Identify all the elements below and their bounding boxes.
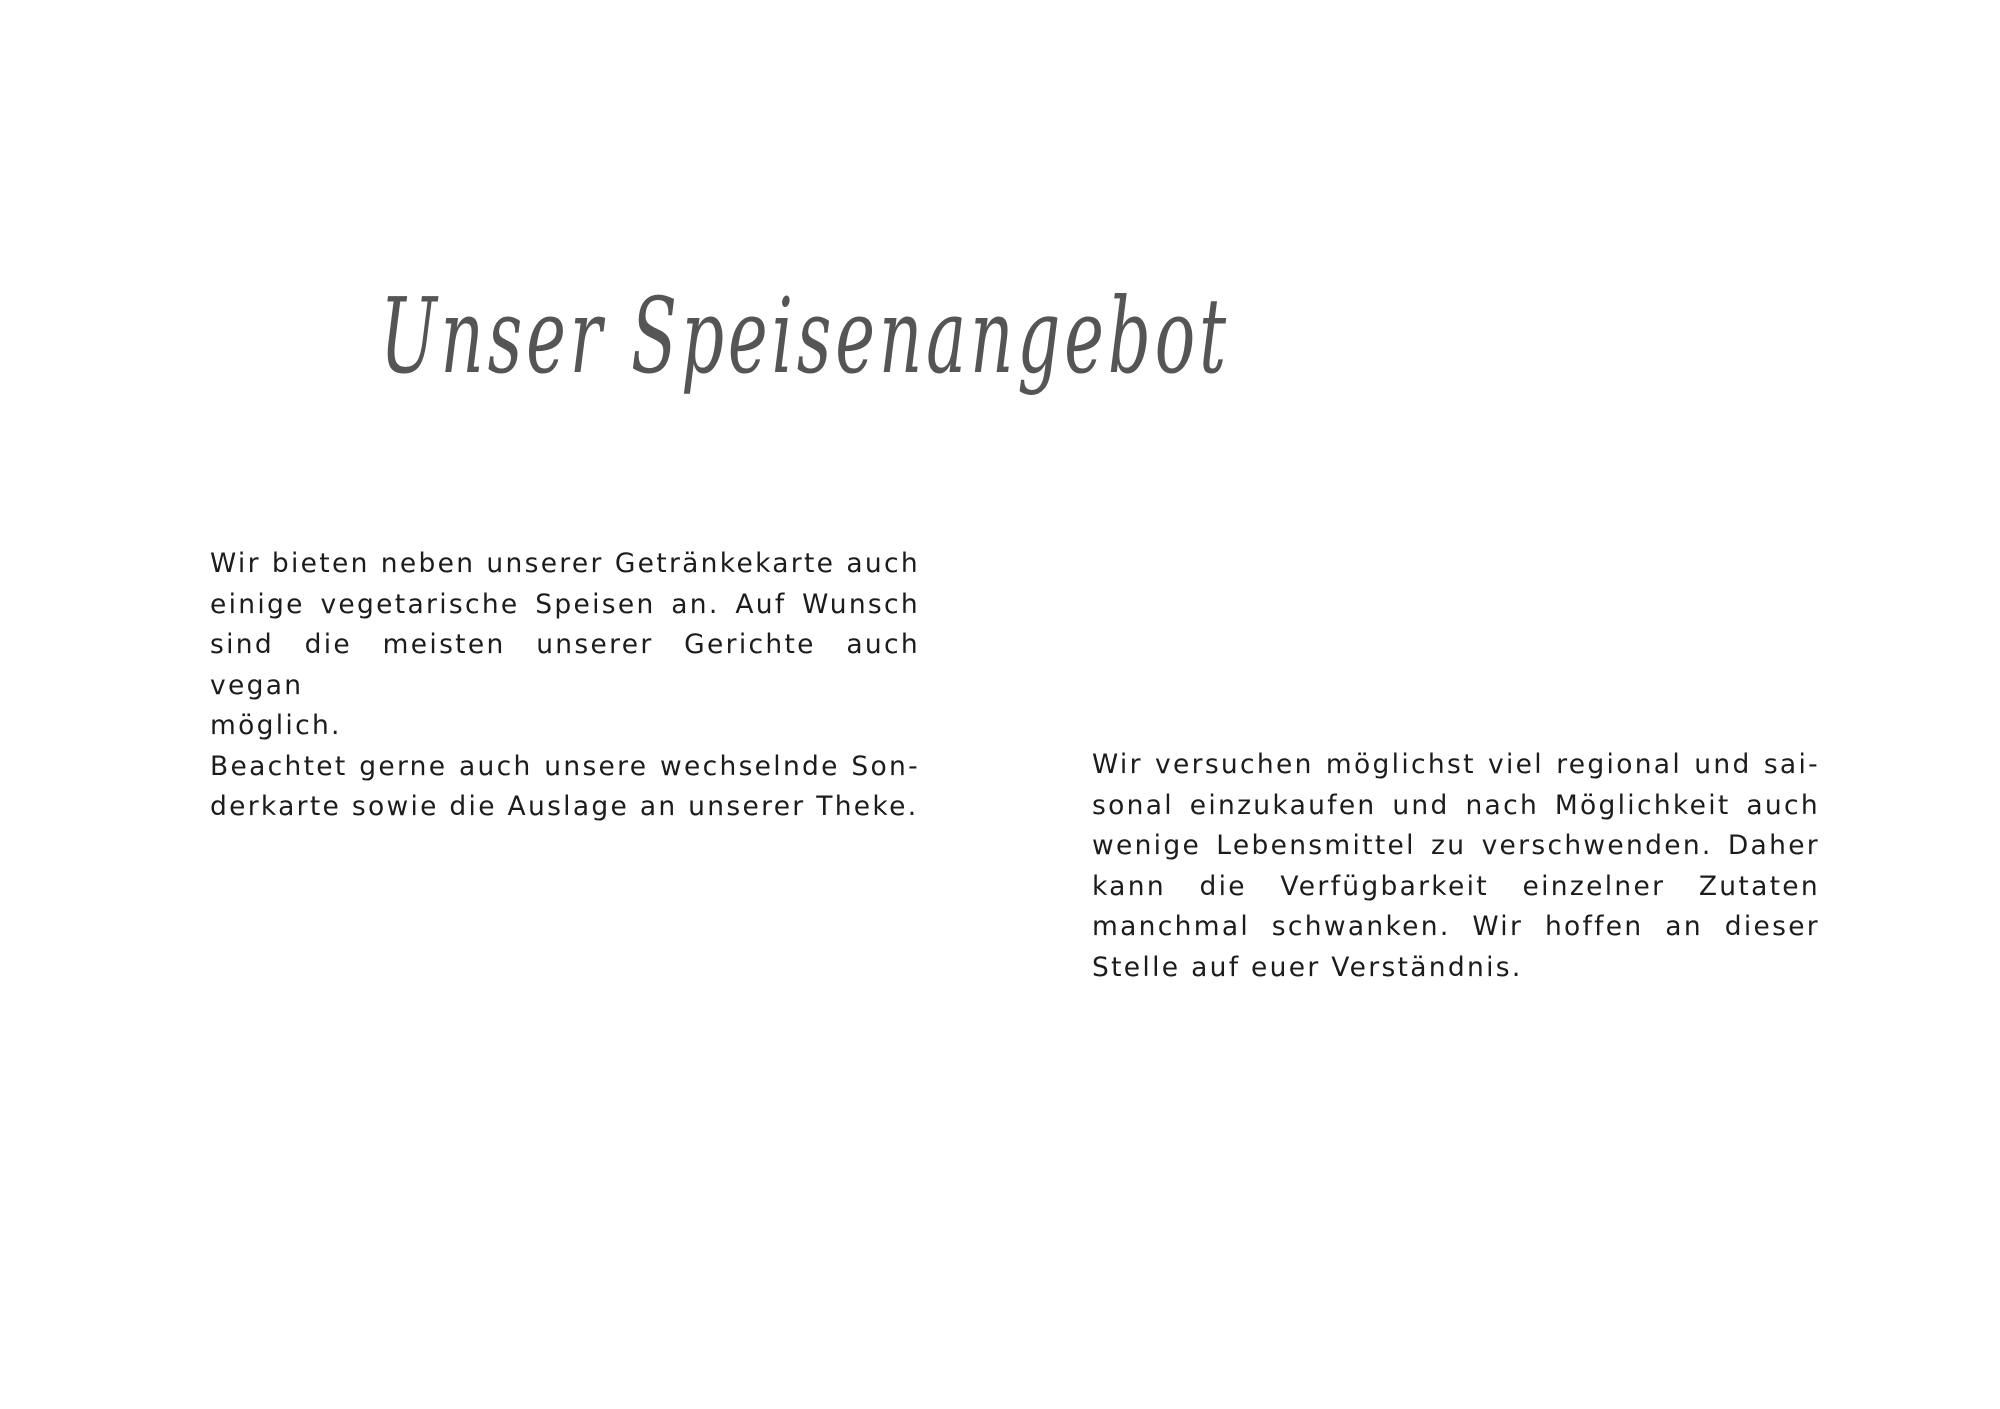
text-line: sind die meisten unserer Gerichte auch vegan bbox=[210, 629, 920, 701]
page-title bbox=[380, 262, 1240, 437]
text-line: möglich. bbox=[210, 710, 342, 741]
title-text: Unser Speisenangebot bbox=[380, 275, 1230, 397]
text-line: Beachtet gerne auch unsere wechselnde Son- bbox=[210, 750, 920, 782]
text-line: kann die Verfügbarkeit einzelner Zutaten bbox=[1092, 870, 1820, 902]
regional-paragraph bbox=[1092, 745, 1820, 988]
text-line: derkarte sowie die Auslage an unserer Theke. bbox=[210, 791, 919, 822]
text-line: wenige Lebensmittel zu verschwenden. Daher bbox=[1092, 830, 1820, 861]
text-line: Wir bieten neben unserer Getränkekarte auch bbox=[210, 548, 920, 579]
text-line: Wir versuchen möglichst viel regional und sai- bbox=[1092, 749, 1820, 780]
text-line: sonal einzukaufen und nach Möglichkeit auch bbox=[1092, 789, 1820, 821]
intro-paragraph bbox=[210, 544, 920, 828]
text-line: einige vegetarische Speisen an. Auf Wunsch bbox=[210, 588, 920, 620]
text-line: manchmal schwanken. Wir hoffen an dieser bbox=[1092, 911, 1820, 942]
text-line: Stelle auf euer Verständnis. bbox=[1092, 951, 1523, 983]
script-title bbox=[380, 262, 1240, 437]
